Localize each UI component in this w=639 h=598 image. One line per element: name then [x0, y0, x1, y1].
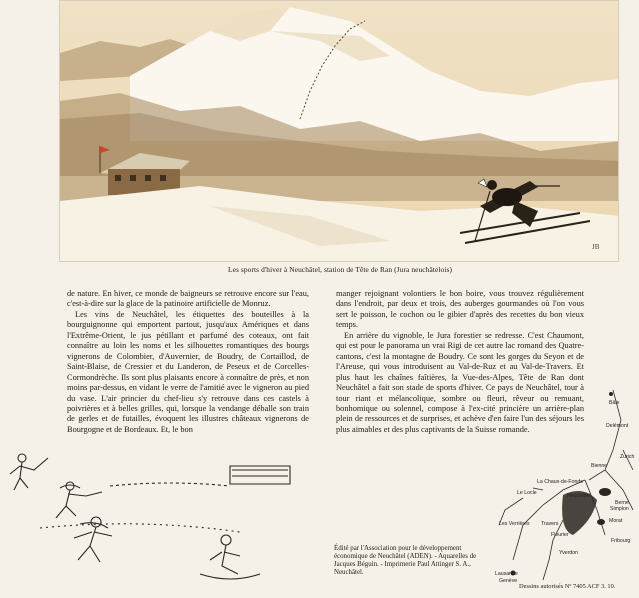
map-label-chaux-de-fonds: La Chaux-de-Fonds: [537, 479, 583, 485]
map-drawing: [493, 360, 639, 593]
map-label-lausanne: Lausanne: [495, 571, 518, 577]
left-text-column: [67, 289, 309, 435]
map-label-neuchatel: Neuchâtel: [567, 493, 591, 499]
map-label-bale: Bâle: [609, 400, 620, 406]
map-label-fribourg: Fribourg: [611, 538, 631, 544]
map-label-morat: Morat: [609, 518, 623, 524]
paragraph-wines: Les vins de Neuchâtel, les étiquettes des bouteilles à la bourguignonne qui emportent partout, jusqu'aux Amériques et dans l'Extrême-Orient, le jus pétillant et parfumé des coteaux, ont fait connaître au loin les noms et les silhouettes romantiques des bourgs vignerons de Colombier, d'Auvernier, de Boudry, de Cortaillod, de Saint-Blaise, de Cressier et du Landeron, de Peseux et de Corcelles-Cormondrèche. Ils sont plus plaisants encore à connaître de près, et non moins par-dessus, en vidant le verre de l'amitié avec le vigneron au pied du vase. L'air princier du chef-lieu s'y retrouve dans ces castels à poivrières et à belles grilles, qui, lorsque la vendange déballe son train de gerles et de futailles, évoquent les illustres châteaux vignerons de Bourgogne et de Bordeaux. Et, le bon: [67, 309, 309, 434]
skaters-drawing: [0, 448, 300, 593]
paragraph-jura: En arrière du vignoble, le Jura forestier se redresse. C'est Chaumont, qui est pour le panorama un vrai Rigi de cet autre lac romand des Quatre-cantons, c'est la montagne de Boudry. Ce sont les gorges du Seyon et de l'Areuse, qui vous introduisent au Val-de-Ruz et au Val-de-Travers. Et plus haut les chaînes faîtières, la Vue-des-Alpes, Tête de Ran dont Neuchâtel a fait son stade de sports d'hiver. Ce pays de Neuchâtel, tour à tour riant et mélancolique, sombre ou fleuri, rêveur ou remuant, bonhomique ou solennel, compose à l'ex-cité princière un arrière-plan plein de ressources et de surprises, et achève d'en faire l'un des séjours les plus aimables et des plus captivants de la Suisse romande.: [336, 330, 584, 434]
map-label-bienne: Bienne: [591, 463, 608, 469]
map-label-le-locle: Le Locle: [517, 490, 537, 496]
artist-signature: ЈВ: [592, 243, 600, 251]
winter-sports-illustration: [59, 0, 619, 262]
map-label-fleurier: Fleurier: [551, 532, 569, 538]
map-label-delemont: Delémont: [606, 423, 629, 429]
map-label-zurich: Zurich: [620, 454, 635, 460]
tete-de-ran-painting: [60, 1, 619, 262]
ice-hockey-sketch: [0, 448, 300, 593]
lake-bienne: [599, 488, 611, 496]
map-label-simplon: Simplon: [610, 506, 629, 512]
map-label-geneve: Genève: [499, 578, 518, 584]
map-label-yverdon: Yverdon: [559, 550, 579, 556]
map-label-travers: Travers: [541, 521, 559, 527]
map-label-les-verrieres: Les Verrières: [499, 521, 530, 527]
map-label-berne: Berne: [615, 500, 629, 506]
lake-morat: [597, 519, 605, 525]
publisher-note: Édité par l'Association pour le développement économique de Neuchâtel (ADEN). - Aquarelles de Jacques Béguin. - Imprimerie Paul Attinger S. A., Neuchâtel.: [334, 545, 477, 576]
credits-line: Dessins autorisés Nº 7405 ACF 3. 10.: [519, 583, 616, 590]
paragraph-winter-lake: de nature. En hiver, ce monde de baigneurs se retrouve encore sur l'eau, c'est-à-dire sur la glace de la patinoire artificielle de Monruz.: [67, 289, 309, 309]
region-map: [493, 360, 639, 593]
paragraph-inns: manger rejoignant volontiers le bon boire, vous trouvez régulièrement dans l'endroit, par deux et trois, des auberges gourmandes où l'on vous sert le poisson, le cochon ou le gibier d'après des recettes du bon vieux temps.: [336, 289, 584, 330]
illustration-caption: Les sports d'hiver à Neuchâtel, station de Tête de Ran (Jura neuchâtelois): [227, 265, 453, 274]
